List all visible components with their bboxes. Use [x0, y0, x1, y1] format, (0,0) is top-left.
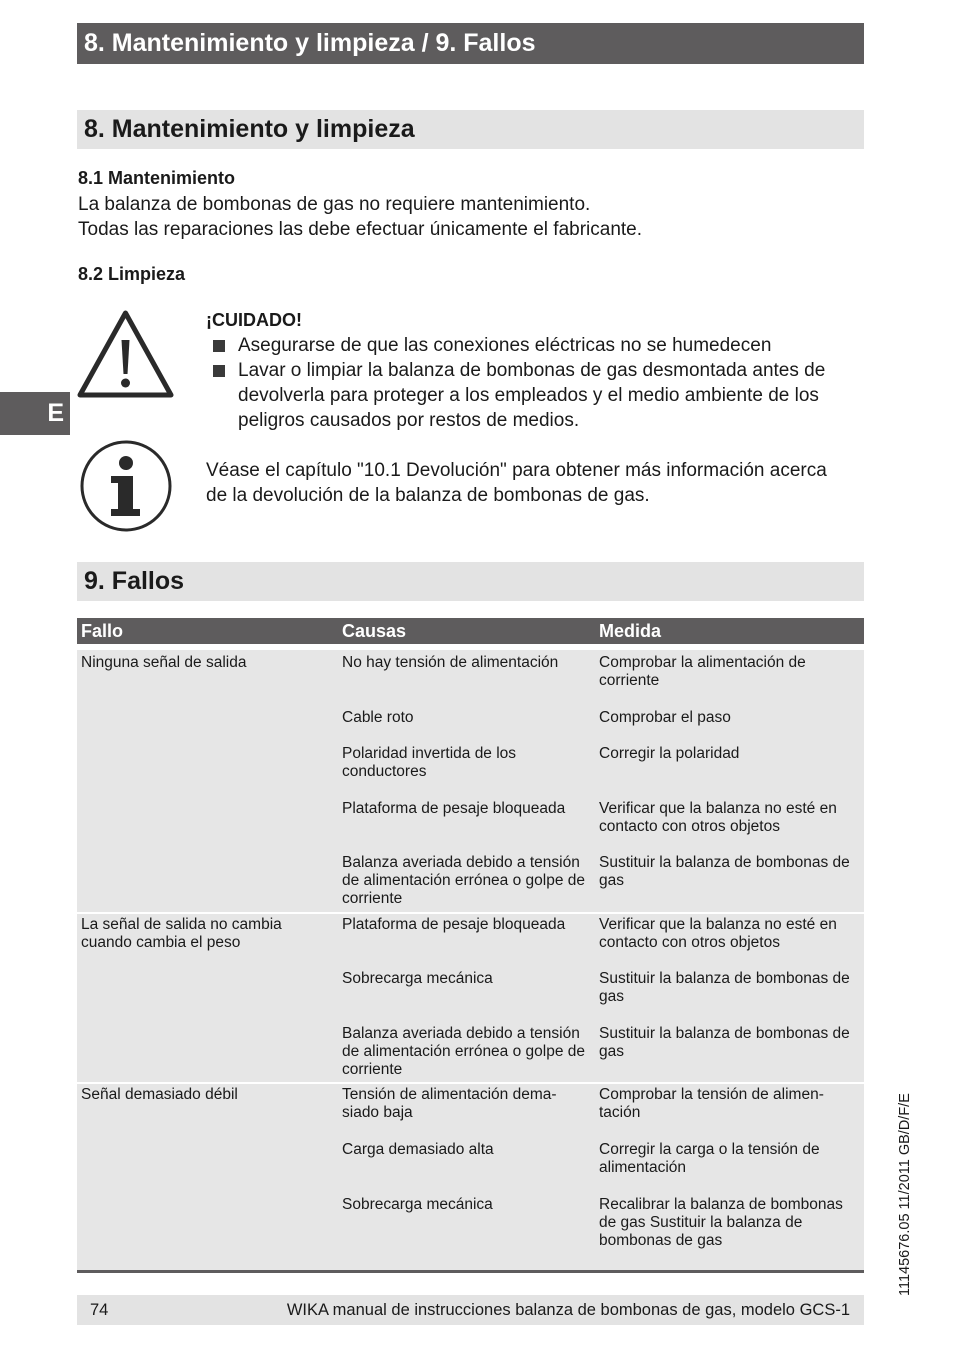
- cause-cell: Plataforma de pesaje bloqueada: [342, 800, 566, 817]
- table-header: [77, 618, 864, 644]
- cause-cell: Sobrecarga mecánica: [342, 970, 493, 987]
- caution-bullet: Lavar o limpiar la balanza de bombonas de gas desmontada antes de devolverla para proteger a los empleados y el medio ambiente de los peligros causados por restos de medios.: [210, 358, 870, 433]
- fault-cell: Señal demasiado débil: [81, 1086, 238, 1103]
- cause-cell: Tensión de alimentación dema-siado baja: [342, 1086, 557, 1122]
- caution-bullet: Asegurarse de que las conexiones eléctricas no se humedecen: [210, 333, 870, 358]
- measure-cell: Sustituir la balanza de bombonas de gas: [599, 1025, 850, 1061]
- measure-cell: Verificar que la balanza no esté en contacto con otros objetos: [599, 800, 837, 836]
- page-number: 74: [90, 1301, 109, 1319]
- page-header-title: 8. Mantenimiento y limpieza / 9. Fallos: [77, 23, 864, 64]
- document-id: 11145676.05 11/2011 GB/D/F/E: [897, 1093, 913, 1296]
- info-text: Véase el capítulo "10.1 Devolución" para obtener más información acerca de la devolución de la balanza de bombonas de gas.: [206, 460, 827, 506]
- fault-cell: La señal de salida no cambia cuando cambia el peso: [81, 916, 282, 952]
- cause-cell: Sobrecarga mecánica: [342, 1196, 493, 1213]
- maintenance-text-2: Todas las reparaciones las debe efectuar únicamente el fabricante.: [78, 219, 643, 240]
- measure-cell: Comprobar la alimentación de corriente: [599, 654, 806, 690]
- section-9-title: 9. Fallos: [77, 562, 864, 601]
- cause-cell: Cable roto: [342, 709, 414, 726]
- subsection-8-1-title: 8.1 Mantenimiento: [78, 168, 236, 188]
- header-causas: Causas: [342, 621, 407, 641]
- measure-cell: Recalibrar la balanza de bombonas de gas Sustituir la balanza de bombonas de gas: [599, 1196, 843, 1250]
- measure-cell: Sustituir la balanza de bombonas de gas: [599, 854, 850, 890]
- measure-cell: Verificar que la balanza no esté en contacto con otros objetos: [599, 916, 837, 952]
- cause-cell: Polaridad invertida de los conductores: [342, 745, 517, 781]
- measure-cell: Comprobar el paso: [599, 709, 731, 726]
- cause-cell: Balanza averiada debido a tensión de alimentación errónea o golpe de corriente: [342, 1025, 586, 1079]
- subsection-8-2-title: 8.2 Limpieza: [78, 264, 186, 284]
- header-medida: Medida: [599, 621, 662, 641]
- info-icon: [78, 439, 174, 533]
- square-bullet-icon: [213, 340, 225, 352]
- square-bullet-icon: [213, 365, 225, 377]
- section-8-title: 8. Mantenimiento y limpieza: [77, 110, 864, 149]
- measure-cell: Comprobar la tensión de alimen-tación: [599, 1086, 824, 1122]
- page-footer: [77, 1295, 864, 1325]
- warning-triangle-icon: [77, 310, 174, 398]
- table-bottom-rule: [77, 1270, 864, 1273]
- measure-cell: Corregir la carga o la tensión de alimentación: [599, 1141, 820, 1177]
- cause-cell: Plataforma de pesaje bloqueada: [342, 916, 566, 933]
- footer-text: WIKA manual de instrucciones balanza de bombonas de gas, modelo GCS-1: [286, 1301, 850, 1319]
- measure-cell: Sustituir la balanza de bombonas de gas: [599, 970, 850, 1006]
- measure-cell: Corregir la polaridad: [599, 745, 740, 762]
- cause-cell: Balanza averiada debido a tensión de alimentación errónea o golpe de corriente: [342, 854, 586, 908]
- cause-cell: Carga demasiado alta: [342, 1141, 494, 1158]
- fault-cell: Ninguna señal de salida: [81, 654, 247, 671]
- cause-cell: No hay tensión de alimentación: [342, 654, 559, 671]
- language-tab: E: [0, 392, 70, 435]
- maintenance-text-1: La balanza de bombonas de gas no requiere mantenimiento.: [78, 194, 591, 215]
- caution-list: [210, 333, 870, 433]
- header-fallo: Fallo: [81, 621, 124, 641]
- caution-title: ¡CUIDADO!: [206, 310, 302, 330]
